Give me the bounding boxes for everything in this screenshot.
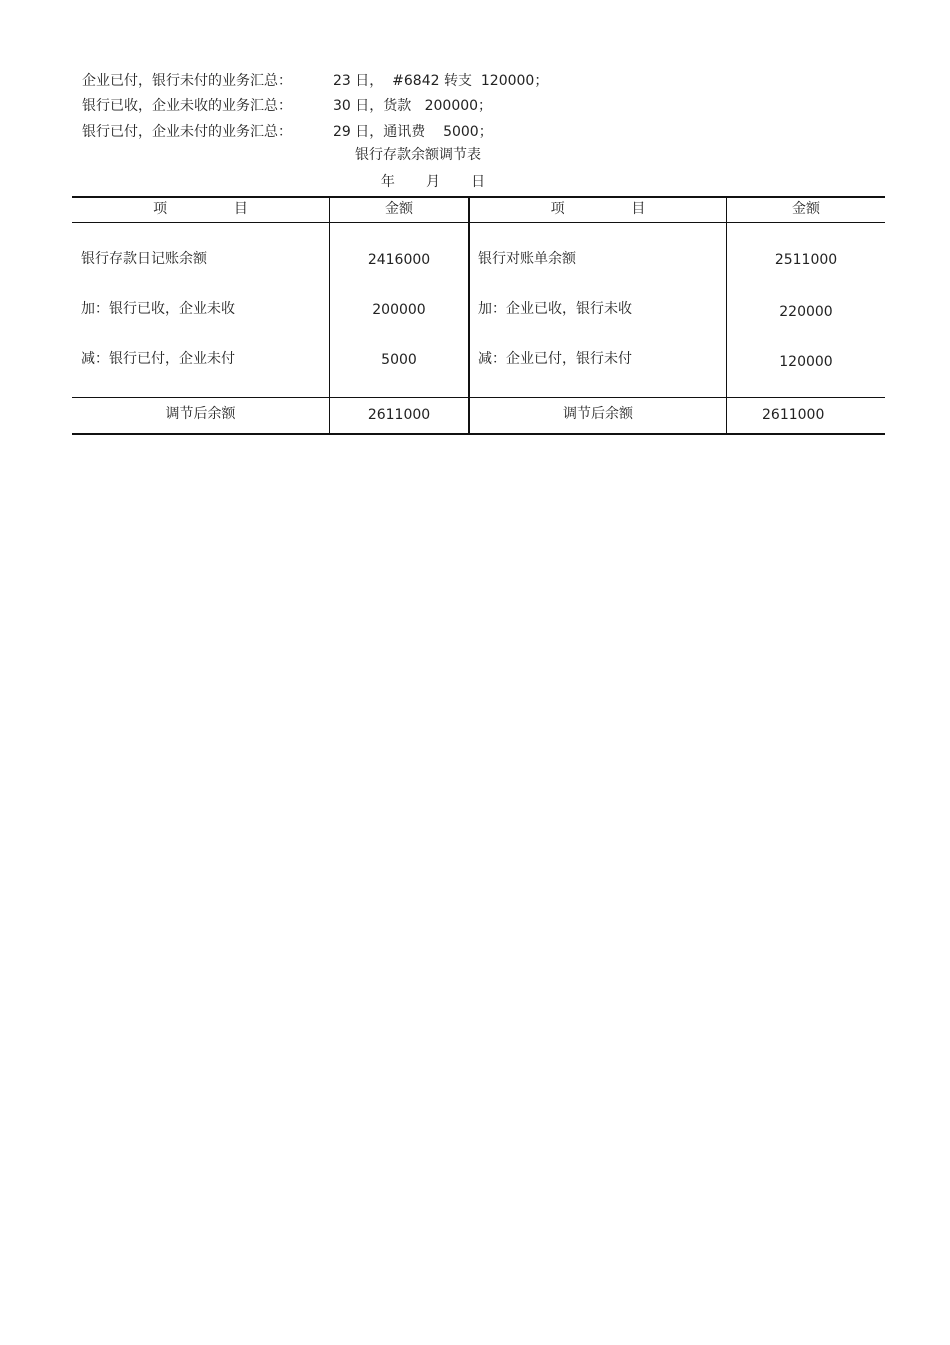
summary-label: 银行已付，企业未付的业务汇总： <box>82 124 292 140</box>
left-row-amount: 5000 <box>381 352 417 368</box>
right-row-label: 银行对账单余额 <box>478 251 576 267</box>
table-top-rule <box>72 196 885 198</box>
header-right-amount: 金额 <box>792 201 820 217</box>
summary-label: 企业已付，银行未付的业务汇总： <box>82 73 292 89</box>
summary-detail: 29 日，通讯费 5000； <box>333 124 493 140</box>
right-row-amount: 120000 <box>779 354 833 370</box>
header-left-item: 项 目 <box>153 201 248 217</box>
total-right-label: 调节后余额 <box>563 406 633 422</box>
total-divider <box>72 397 885 398</box>
right-row-label: 减：企业已付，银行未付 <box>478 351 632 367</box>
right-row-amount: 2511000 <box>774 252 838 268</box>
center-divider <box>468 196 470 435</box>
summary-label: 银行已收，企业未收的业务汇总： <box>82 98 292 114</box>
table-bottom-rule <box>72 433 885 435</box>
summary-detail: 30 日，货款 200000； <box>333 98 493 114</box>
total-right-amount: 2611000 <box>762 407 825 423</box>
table-date-line: 年 月 日 <box>380 174 486 190</box>
left-row-amount: 2416000 <box>367 252 431 268</box>
summary-detail: 23 日， #6842 转支 120000； <box>333 73 549 89</box>
right-row-label: 加：企业已收，银行未收 <box>478 301 632 317</box>
right-row-amount: 220000 <box>779 304 833 320</box>
left-row-label: 银行存款日记账余额 <box>81 251 207 267</box>
total-left-amount: 2611000 <box>367 407 431 423</box>
header-left-amount: 金额 <box>385 201 413 217</box>
reconciliation-table <box>72 196 885 435</box>
header-divider <box>72 222 885 223</box>
total-left-label: 调节后余额 <box>165 406 236 422</box>
table-title: 银行存款余额调节表 <box>355 147 481 163</box>
left-row-label: 减：银行已付，企业未付 <box>81 351 235 367</box>
header-right-item: 项 目 <box>550 201 646 217</box>
left-row-label: 加：银行已收，企业未收 <box>81 301 235 317</box>
left-row-amount: 200000 <box>372 302 426 318</box>
